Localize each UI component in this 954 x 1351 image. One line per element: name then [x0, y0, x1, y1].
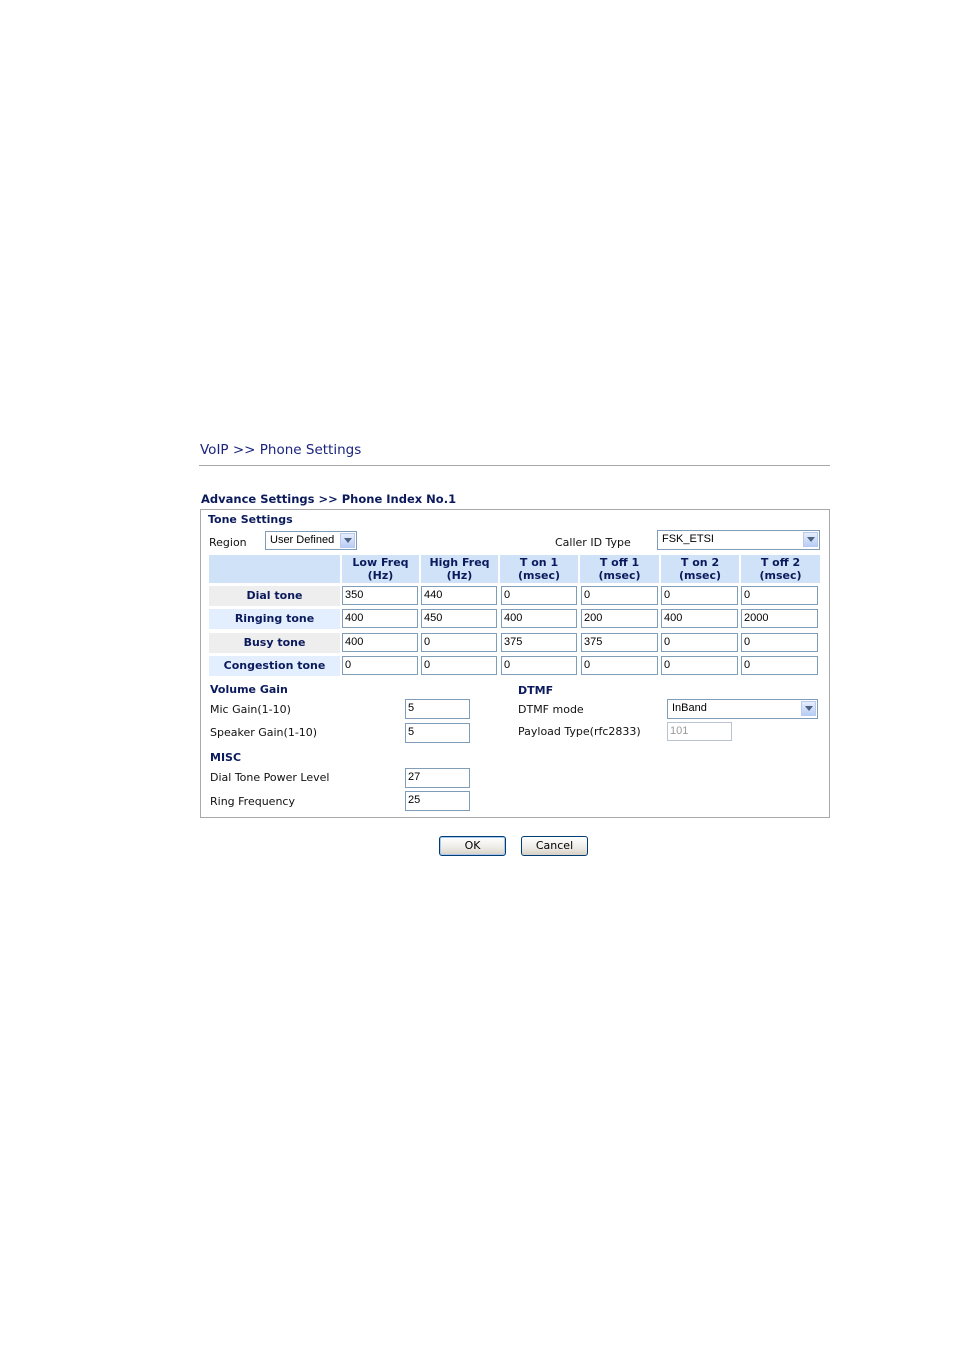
ringing-tone-low-freq-input[interactable]: 400: [342, 609, 418, 628]
column-header-line1: T on 1: [519, 556, 559, 569]
congestion-tone-t-on-2-input[interactable]: 0: [661, 656, 738, 675]
payload-type-input: 101: [667, 722, 732, 741]
congestion-tone-t-off-1-input[interactable]: 0: [581, 656, 658, 675]
column-header-line2: (Hz): [367, 569, 394, 582]
speaker-gain-label: Speaker Gain(1-10): [210, 726, 318, 739]
ringing-tone-high-freq-input[interactable]: 450: [421, 609, 497, 628]
ring-frequency-input[interactable]: 25: [405, 791, 470, 811]
row-label-dial-tone: Dial tone: [209, 586, 340, 606]
cancel-button[interactable]: Cancel: [521, 836, 588, 856]
busy-tone-high-freq-input[interactable]: 0: [421, 633, 497, 652]
busy-tone-t-off-2-input[interactable]: 0: [741, 633, 818, 652]
column-header-t-on-2: [661, 555, 739, 583]
congestion-tone-t-off-2-input[interactable]: 0: [741, 656, 818, 675]
column-header-t-on-1: [500, 555, 578, 583]
column-header-t-off-1: [580, 555, 659, 583]
column-header-line2: (msec): [517, 569, 561, 582]
tone-table-corner: [209, 555, 340, 583]
ok-button[interactable]: OK: [439, 836, 506, 856]
dial-tone-t-on-2-input[interactable]: 0: [661, 586, 738, 605]
misc-heading: MISC: [210, 751, 242, 764]
congestion-tone-high-freq-input[interactable]: 0: [421, 656, 497, 675]
dtmf-mode-label: DTMF mode: [518, 703, 584, 716]
caller-id-type-select[interactable]: [657, 530, 820, 550]
row-label-congestion-tone: Congestion tone: [209, 656, 340, 676]
ringing-tone-t-on-1-input[interactable]: 400: [501, 609, 577, 628]
busy-tone-t-on-1-input[interactable]: 375: [501, 633, 577, 652]
ringing-tone-t-off-2-input[interactable]: 2000: [741, 609, 818, 628]
column-header-line1: High Freq: [429, 556, 490, 569]
region-select-value: User Defined: [270, 534, 335, 546]
region-select[interactable]: [265, 531, 357, 550]
column-header-line2: (msec): [678, 569, 722, 582]
volume-gain-heading: Volume Gain: [210, 683, 288, 696]
breadcrumb: Advance Settings >> Phone Index No.1: [201, 492, 457, 506]
busy-tone-t-off-1-input[interactable]: 375: [581, 633, 658, 652]
congestion-tone-t-on-1-input[interactable]: 0: [501, 656, 577, 675]
ring-frequency-label: Ring Frequency: [210, 795, 295, 808]
speaker-gain-input[interactable]: 5: [405, 723, 470, 743]
ringing-tone-t-on-2-input[interactable]: 400: [661, 609, 738, 628]
column-header-line2: (msec): [598, 569, 641, 582]
dial-tone-high-freq-input[interactable]: 440: [421, 586, 497, 605]
dial-tone-t-on-1-input[interactable]: 0: [501, 586, 577, 605]
row-label-busy-tone: Busy tone: [209, 633, 340, 653]
chevron-down-icon[interactable]: [340, 533, 355, 548]
column-header-low-freq: [342, 555, 419, 583]
mic-gain-label: Mic Gain(1-10): [210, 703, 291, 716]
row-label-ringing-tone: Ringing tone: [209, 609, 340, 629]
dial-tone-power-level-label: Dial Tone Power Level: [210, 771, 330, 784]
dial-tone-t-off-2-input[interactable]: 0: [741, 586, 818, 605]
column-header-line1: T on 2: [680, 556, 720, 569]
column-header-line1: T off 2: [760, 556, 801, 569]
dial-tone-low-freq-input[interactable]: 350: [342, 586, 418, 605]
column-header-high-freq: [421, 555, 498, 583]
tone-settings-heading: Tone Settings: [208, 513, 293, 526]
caller-id-type-label: Caller ID Type: [555, 536, 631, 549]
payload-type-label: Payload Type(rfc2833): [518, 725, 641, 738]
dtmf-heading: DTMF: [518, 684, 554, 697]
mic-gain-input[interactable]: 5: [405, 699, 470, 719]
column-header-line2: (Hz): [446, 569, 473, 582]
dial-tone-power-level-input[interactable]: 27: [405, 768, 470, 788]
dial-tone-t-off-1-input[interactable]: 0: [581, 586, 658, 605]
region-label: Region: [209, 536, 247, 549]
chevron-down-icon[interactable]: [803, 532, 818, 547]
congestion-tone-low-freq-input[interactable]: 0: [342, 656, 418, 675]
column-header-t-off-2: [741, 555, 820, 583]
column-header-line2: (msec): [759, 569, 802, 582]
title-divider: [199, 465, 830, 466]
column-header-line1: T off 1: [599, 556, 640, 569]
busy-tone-low-freq-input[interactable]: 400: [342, 633, 418, 652]
ringing-tone-t-off-1-input[interactable]: 200: [581, 609, 658, 628]
caller-id-type-value: FSK_ETSI: [662, 533, 714, 545]
column-header-line1: Low Freq: [352, 556, 409, 569]
chevron-down-icon[interactable]: [801, 701, 816, 716]
dtmf-mode-value: InBand: [672, 702, 707, 714]
page-title: VoIP >> Phone Settings: [200, 442, 362, 458]
dtmf-mode-select[interactable]: [667, 699, 818, 719]
busy-tone-t-on-2-input[interactable]: 0: [661, 633, 738, 652]
